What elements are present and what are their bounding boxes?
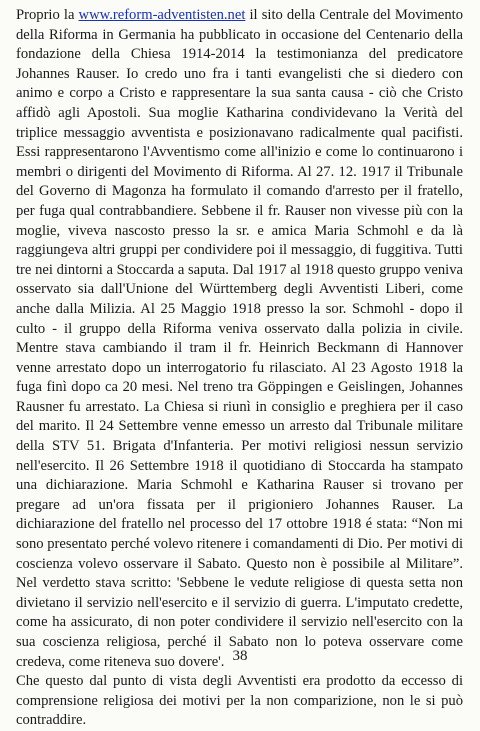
- paragraph-1-body: il sito della Centrale del Movimento della Riforma in Germania ha pubblicato in occasione del Centenario della fondazione della Chiesa 1914-2014 la testimonianza del predicatore Johannes Rauser. Io credo uno fra i tanti evangelisti che si diedero con animo e corpo a Cristo e rappresentare la sua santa causa - ciò che Cristo affidò agli Apostoli. Sua moglie Katharina condividevano la Verità del triplice messaggio avventista e posizionavano radicalmente qual pacifisti. Essi rappresentarono l'Avventismo come all'inizio e come lo continuarono i membri o dirigenti del Movimento di Riforma. Al 27. 12. 1917 il Tribunale del Governo di Magonza ha formulato il comando d'arresto per il fratello, per fuga qual contrabbandiere. Sebbene il fr. Rauser non vivesse più con la moglie, viveva nascosto presso la sr. e amica Maria Schmohl e da là raggiungeva altri gruppi per condividere poi il messaggio, di fuggitiva. Tutti tre nei dintorni a Stoccarda a saputa. Dal 1917 al 1918 questo gruppo veniva osservato sia dall'Unione del Württemberg degli Avventisti Liberi, come anche dalla Milizia. Al 25 Maggio 1918 presso la sor. Schmohl - dopo il culto - il gruppo della Riforma veniva osservato dalla polizia in civile. Mentre stava cambiando il tram il fr. Heinrich Beckmann di Hannover venne arrestato dopo un interrogatorio fu rilasciato. Al 23 Agosto 1918 la fuga finì dopo ca 20 mesi. Nel treno tra Göppingen e Geislingen, Johannes Rausner fu arrestato. La Chiesa si riunì in consiglio e preghiera per il caso del marito. Il 24 Settembre venne emesso un arresto dal Tribunale militare della STV 51. Brigata d'Infanteria. Per motivi religiosi nessun servizio nell'esercito. Il 26 Settembre 1918 il quotidiano di Stoccarda ha stampato una dichiarazione. Maria Schmohl e Katharina Rauser si trovano per pregare ad un'ora fissata per il prigioniero Johannes Rauser. La dichiarazione del fratello nel processo del 17 ottobre 1918 é stata: “Non mi sono presentato perché volevo ritenere i comandamenti di Dio. Per motivi di coscienza volevo osservare il Sabato. Questo non è possibile al Militare”. Nel verdetto stava scritto: 'Sebbene le vedute religiose di questa setta non divietano il servizio nell'esercito e il servizio di guerra. L'imputato credette, come ha assicurato, di non poter condividere il servizio nell'esercito con la sua coscienza religiosa, perché il Sabato non lo poteva osservare come credeva, come riteneva suo dovere'.: [16, 7, 463, 670]
- website-link[interactable]: www.reform-adventisten.net: [78, 7, 246, 23]
- paragraph-2: Che questo dal punto di vista degli Avventisti era prodotto da eccesso di comprensione religiosa dei motivi per la non comparizione, non le si può contraddire.: [16, 673, 463, 729]
- paragraph-1-lead: Proprio la: [16, 7, 79, 23]
- body-text: [16, 6, 463, 731]
- paragraph-1: [16, 6, 463, 672]
- page-number: 38: [232, 648, 248, 664]
